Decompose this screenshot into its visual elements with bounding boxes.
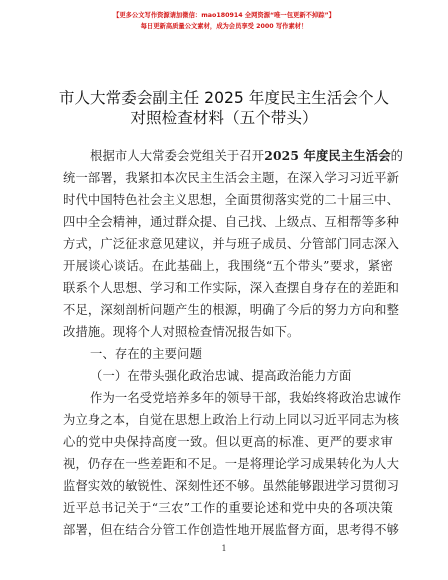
paragraph-2-line-7: 部署，但在结合分管工作创造性地开展监督方面，思考得不够 [63, 523, 400, 537]
paragraph-1-line-1-pre: 根据市人大常委会党组关于召开 [90, 149, 265, 163]
page-number: 1 [221, 544, 227, 553]
paragraph-1-line-5: 方式，广泛征求意见建议，并与班子成员、分管部门同志深入 [63, 237, 400, 251]
paragraph-2-line-4: 视，仍存在一些差距和不足。一是将理论学习成果转化为人大 [63, 457, 400, 471]
document-title-line-1: 市人大常委会副主任 2025 年度民主生活会个人 [58, 89, 390, 107]
paragraph-2-line-5: 监督实效的敏锐性、深刻性还不够。虽然能够跟进学习贯彻习 [63, 479, 400, 493]
paragraph-2-line-3: 心的党中央保持高度一致。但以更高的标准、更严的要求审 [63, 435, 393, 449]
section-heading-1: 一、存在的主要问题 [90, 347, 203, 361]
document-title-line-2: 对照检查材料（五个带头） [130, 109, 318, 127]
section-heading-2: （一）在带头强化政治忠诚、提高政治能力方面 [90, 369, 352, 383]
paragraph-2-line-6: 近平总书记关于“三农”工作的重要论述和党中央的各项决策 [63, 501, 393, 515]
paragraph-2-line-1: 作为一名受党培养多年的领导干部，我始终将政治忠诚作 [90, 391, 402, 405]
paragraph-1-line-1-post: 的 [390, 149, 404, 163]
paragraph-1-line-7: 联系个人思想、学习和工作实际，深入查摆自身存在的差距和 [63, 281, 400, 295]
paragraph-1-line-1-bold: 2025 年度民主生活会 [264, 148, 391, 163]
paragraph-2-line-2: 为立身之本，自觉在思想上政治上行动上同以习近平同志为核 [63, 413, 400, 427]
promo-banner-line-2: 每日更新高质量公文素材，成为会员享受 2000 写作素材！ [140, 23, 308, 30]
paragraph-1-line-6: 开展谈心谈话。在此基础上，我围绕“五个带头”要求，紧密 [63, 259, 393, 273]
paragraph-1-line-1 [90, 146, 404, 166]
paragraph-1-line-2: 统一部署，我紧扣本次民主生活会主题，在深入学习习近平新 [63, 171, 400, 185]
paragraph-1-line-8: 不足，深刻剖析问题产生的根源，明确了今后的努力方向和整 [63, 303, 400, 317]
paragraph-1-line-9: 改措施。现将个人对照检查情况报告如下。 [63, 325, 300, 339]
paragraph-1-line-3: 时代中国特色社会主义思想，全面贯彻落实党的二十届三中、 [63, 193, 400, 207]
promo-banner-line-1: 【更多公文写作资源请加微信：mao180914 全网资源“唯一包更新不掉踪”】 [113, 12, 335, 19]
paragraph-1-line-4: 四中全会精神，通过群众提、自己找、上级点、互相帮等多种 [63, 215, 400, 229]
